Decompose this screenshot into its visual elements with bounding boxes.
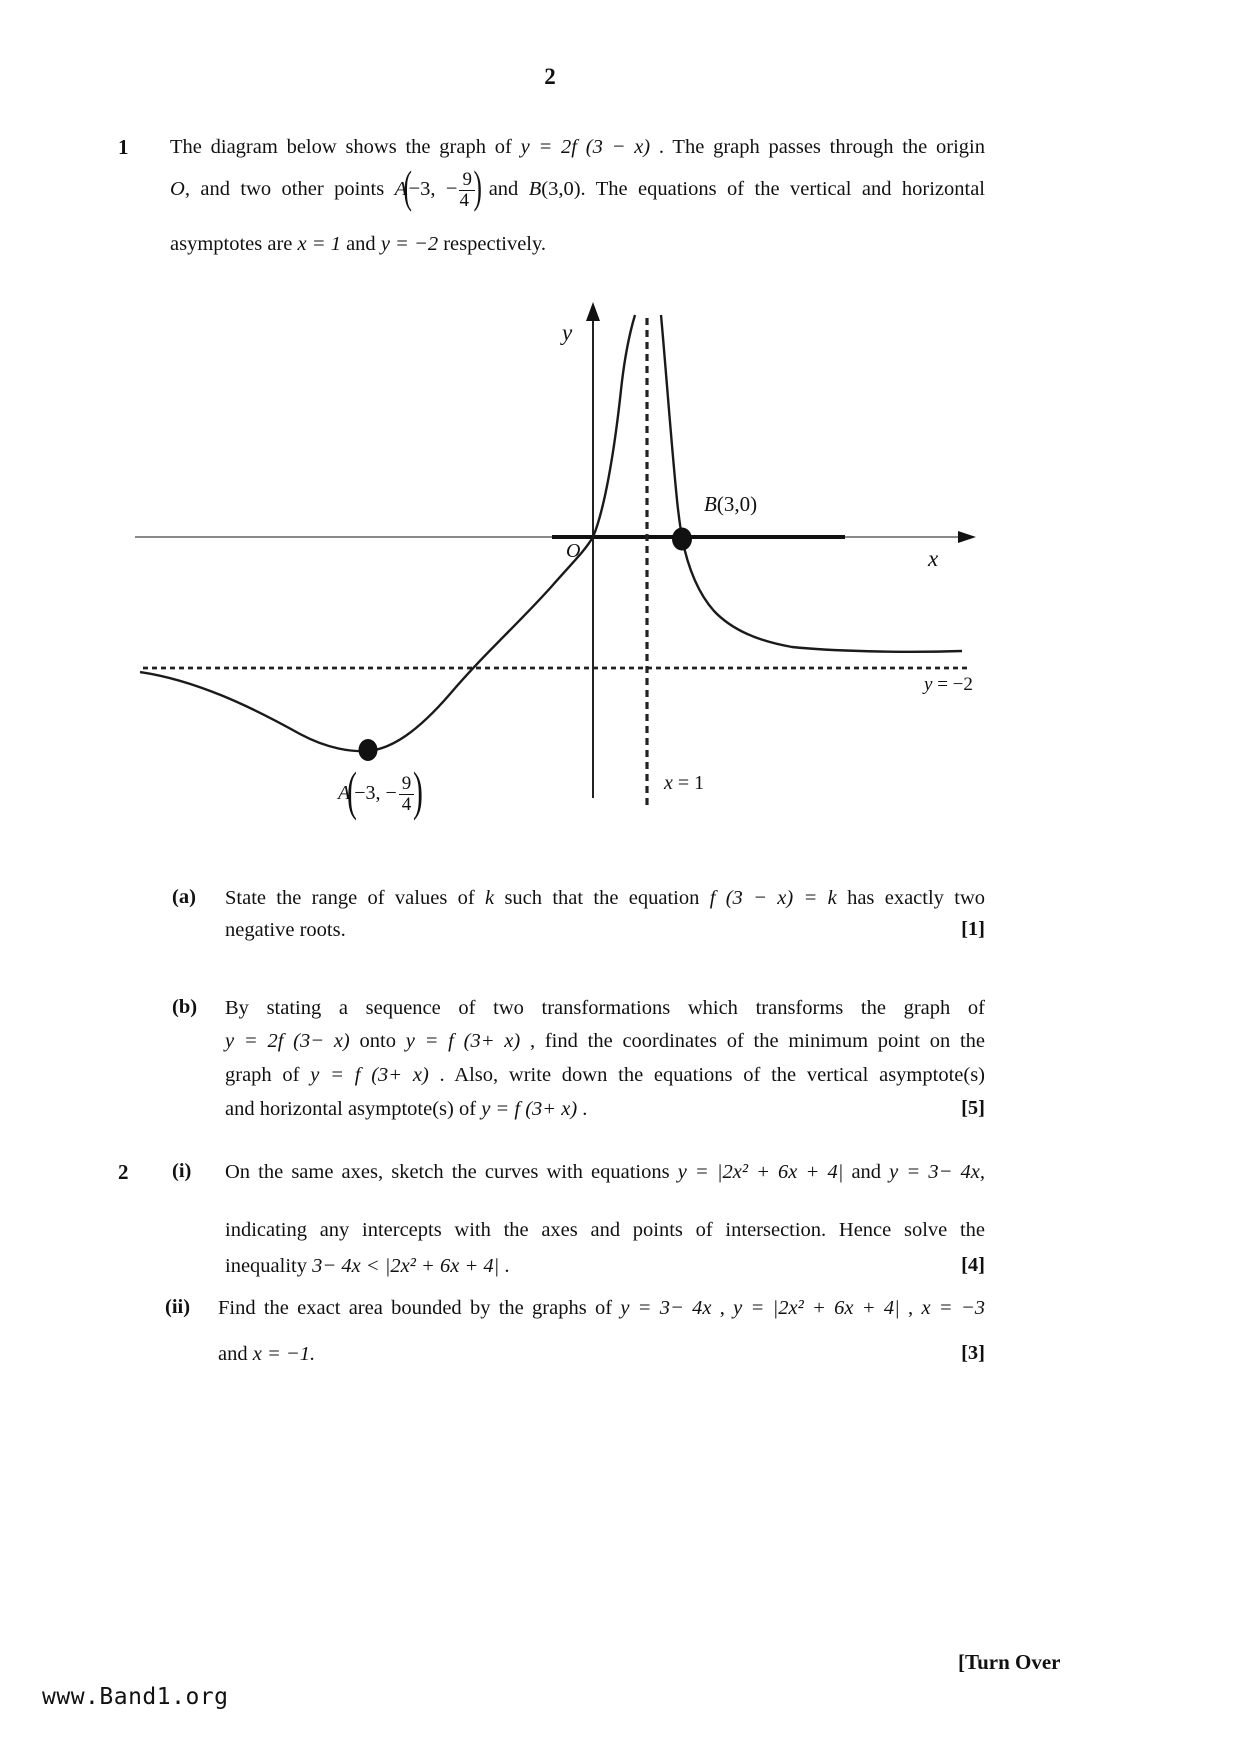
part-ii-text3: , [899, 1297, 922, 1319]
x-axis-label: x [928, 546, 939, 571]
q1-intro-line1 [170, 135, 985, 160]
fraction-denominator: 4 [459, 189, 469, 211]
part-i-math1: y = |2x² + 6x + 4| [677, 1161, 844, 1183]
part-i-text3: indicating any intercepts with the axes and points of intersection. Hence solve the [225, 1219, 985, 1241]
point-a-label: A(−3, − $\frac{9}{4}$ ) [338, 761, 424, 822]
q1-intro-l2-text3: (3,0). The equations of the vertical and horizontal [541, 178, 986, 201]
part-b-text5: . Also, write down the equations of the vertical asymptote(s) [428, 1064, 986, 1086]
q1-intro-l1-text2: . The graph passes through the origin [650, 136, 985, 158]
part-ii-text4: and [218, 1343, 253, 1365]
h-asymptote-eq-text: y = −2 [380, 233, 439, 255]
point-b-label-coords: (3,0) [716, 492, 758, 516]
q1-intro-line3 [170, 232, 985, 257]
part-ii-text2: , [711, 1297, 734, 1319]
v-asymptote-label-eq: = 1 [672, 772, 705, 794]
part-b-line2 [225, 1029, 985, 1054]
part-i-line2 [225, 1218, 985, 1243]
q1-intro-line2: O, and two other points A(−3, − $\frac{9}{4}$ ) and B(3,0). The equations of the vertical and horizontal [170, 161, 986, 213]
part-b-math4: y = f (3+ x) [481, 1098, 578, 1120]
origin-label: O [566, 540, 581, 562]
point-b-dot [672, 528, 692, 551]
part-i-text4: inequality [225, 1255, 313, 1277]
graph-svg [100, 290, 1000, 850]
part-b-line1 [225, 996, 985, 1021]
part-ii-label: (ii) [165, 1296, 191, 1318]
part-ii-text1: Find the exact area bounded by the graphs of [218, 1297, 621, 1319]
point-a-label-name: A [338, 782, 351, 805]
point-a-label-prefix: −3, − [354, 782, 397, 805]
part-i-line3 [225, 1254, 925, 1279]
point-a-frac-num: 9 [399, 774, 415, 795]
point-a-frac-den: 4 [401, 793, 412, 815]
part-b-text6: and horizontal asymptote(s) of [225, 1098, 482, 1120]
part-b-math2: y = f (3+ x) [405, 1030, 521, 1052]
page-number: 2 [544, 64, 556, 89]
h-asymptote-label [924, 674, 973, 696]
point-b-label-name: B [704, 492, 717, 516]
part-a-line1 [225, 886, 985, 911]
question-2-number: 2 [118, 1160, 129, 1184]
part-b-label: (b) [172, 996, 198, 1018]
h-asymptote-label-eq: = −2 [932, 674, 973, 695]
part-b-text7: . [577, 1098, 588, 1120]
question-1-number: 1 [118, 135, 129, 159]
function-graph-figure [100, 290, 1000, 850]
part-i-text1: On the same axes, sketch the curves with equations [225, 1161, 678, 1183]
part-b-text2: onto [349, 1030, 406, 1052]
part-b-text4: graph of [225, 1064, 311, 1086]
q1-intro-l3-text: asymptotes are [170, 233, 298, 255]
part-b-line4 [225, 1097, 925, 1122]
part-b-math3: y = f (3+ x) [310, 1064, 429, 1086]
v-asymptote-label [664, 772, 704, 795]
q1-intro-l3-text3: respectively. [438, 233, 547, 255]
part-i-text2: and [843, 1161, 890, 1183]
part-ii-math2: y = |2x² + 6x + 4| [733, 1297, 900, 1319]
point-a-symbol: A [394, 178, 408, 201]
part-i-math2: y = 3− 4x, [889, 1161, 985, 1183]
part-a-line2: negative roots. [225, 919, 346, 941]
part-a-label: (a) [172, 886, 196, 908]
y-axis-label: y [562, 320, 573, 345]
part-a-text1: State the range of values of [225, 887, 486, 909]
part-i-text5: . [499, 1255, 510, 1277]
point-a-fraction [399, 774, 415, 815]
part-b-line3 [225, 1063, 985, 1088]
x-axis-arrow-icon [958, 531, 976, 543]
v-asymptote-eq-text: x = 1 [297, 233, 341, 255]
curve-left-branch [140, 315, 635, 751]
part-a-marks: [1] [961, 918, 985, 940]
part-ii-math4: x = −1. [252, 1343, 316, 1365]
part-a-math1: k [485, 887, 495, 909]
fraction-numerator: 9 [459, 170, 475, 191]
q1-intro-l1-text: The diagram below shows the graph of [170, 136, 521, 158]
part-b-text1: By stating a sequence of two transformations which transforms the graph of [225, 997, 985, 1019]
point-a-dot [359, 739, 378, 761]
footer-url: www.Band1.org [42, 1684, 229, 1710]
part-b-text3: , find the coordinates of the minimum point on the [520, 1030, 986, 1052]
turn-over-note: [Turn Over [958, 1650, 1061, 1674]
y-axis-arrow-icon [586, 302, 600, 321]
part-b-marks: [5] [961, 1097, 985, 1119]
part-i-label: (i) [172, 1160, 192, 1182]
part-a-math2: f (3 − x) = k [709, 887, 837, 909]
point-a-coords-prefix: −3, − [408, 178, 458, 201]
part-ii-math3: x = −3 [921, 1297, 985, 1319]
curve-right-branch [661, 315, 962, 652]
h-asymptote-label-var: y [924, 674, 933, 695]
part-a-text3: has exactly two [836, 887, 985, 909]
part-ii-line2 [218, 1342, 918, 1367]
point-b-label [704, 492, 757, 517]
part-ii-marks: [3] [961, 1342, 985, 1364]
part-ii-math1: y = 3− 4x [620, 1297, 712, 1319]
point-b-symbol: B [528, 178, 542, 201]
v-asymptote-label-var: x [664, 772, 673, 794]
part-i-line1 [225, 1160, 985, 1185]
q1-intro-l2-text2: and [478, 178, 529, 201]
part-i-math3: 3− 4x < |2x² + 6x + 4| [312, 1255, 500, 1277]
part-i-marks: [4] [961, 1254, 985, 1276]
q1-intro-l1-math: y = 2f (3 − x) [520, 136, 651, 158]
origin-symbol: O [170, 178, 185, 201]
part-b-math1: y = 2f (3− x) [225, 1030, 350, 1052]
part-a-text2: such that the equation [494, 887, 710, 909]
q1-intro-l2-text: , and two other points [184, 178, 395, 201]
part-ii-line1 [218, 1296, 985, 1321]
q1-intro-l3-text2: and [340, 233, 381, 255]
